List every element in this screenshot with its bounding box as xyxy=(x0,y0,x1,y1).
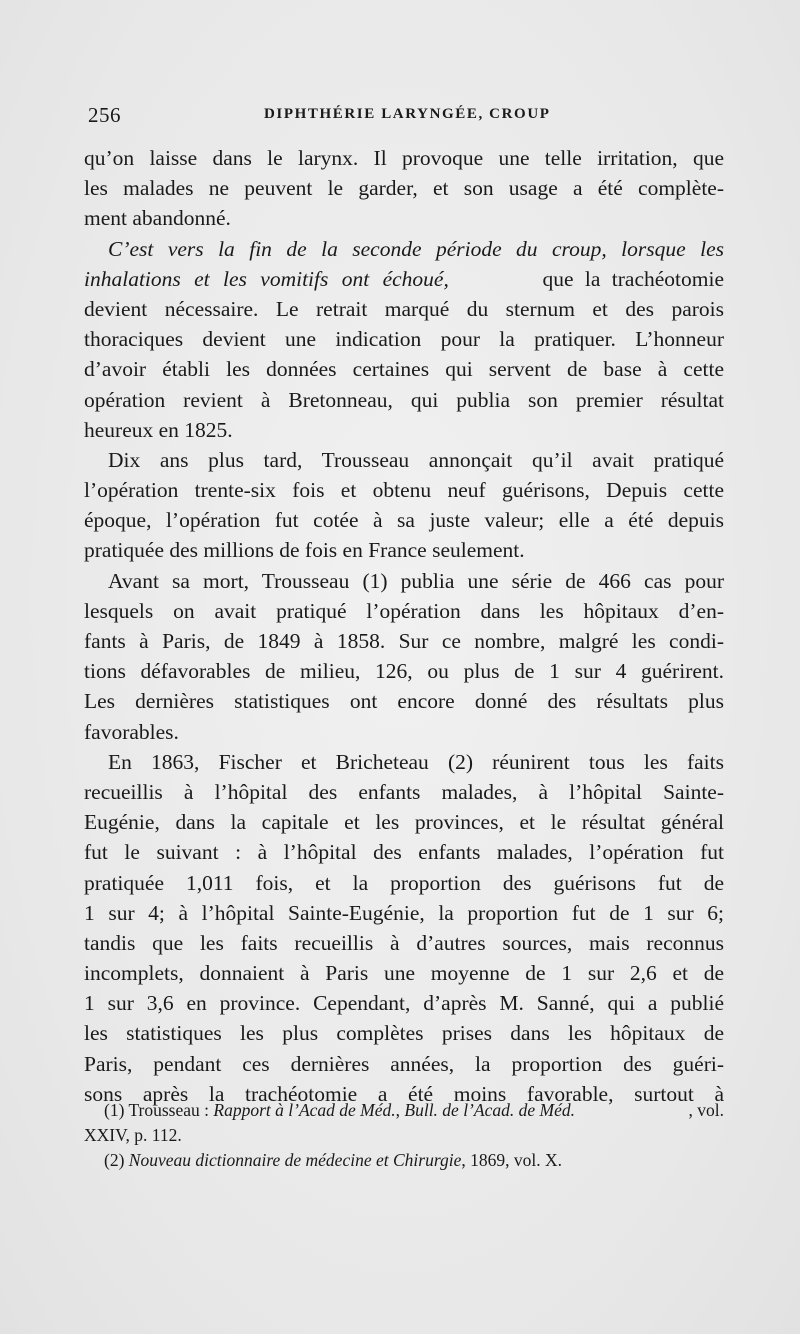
text-line: tions défavorables de milieu, 126, ou plus de 1 sur 4 guérirent. xyxy=(84,659,724,684)
running-title: DIPHTHÉRIE LARYNGÉE, CROUP xyxy=(264,106,551,122)
text-line: pratiquée des millions de fois en France seulement. xyxy=(84,538,525,563)
footnote-2 xyxy=(84,1148,724,1173)
footnote-1-sep: , xyxy=(395,1100,405,1120)
text-line: Dix ans plus tard, Trousseau annonçait qu’il avait pratiqué xyxy=(108,447,724,472)
footnote-1 xyxy=(84,1098,724,1123)
text-line: thoraciques devient une indication pour la pratiquer. L’honneur xyxy=(84,327,724,352)
text-line: 1 sur 4; à l’hôpital Sainte-Eugénie, la proportion fut de 1 sur 6; xyxy=(84,900,724,925)
page-number: 256 xyxy=(88,103,121,127)
text-line: Paris, pendant ces dernières années, la proportion des guéri- xyxy=(84,1051,724,1076)
text-line: opération revient à Bretonneau, qui publia son premier résultat xyxy=(84,387,724,412)
text-line: heureux en 1825. xyxy=(84,417,233,442)
footnote-2-italic: Nouveau dictionnaire de médecine et Chirurgie xyxy=(128,1150,462,1170)
text-line: Avant sa mort, Trousseau (1) publia une série de 466 cas pour xyxy=(108,568,724,593)
text-run: que la trachéotomie xyxy=(542,266,724,291)
text-line: lesquels on avait pratiqué l’opération dans les hôpitaux d’en- xyxy=(84,598,724,623)
text-line: sons après la trachéotomie a été moins favorable, surtout à xyxy=(84,1081,724,1106)
text-line: fut le suivant : à l’hôpital des enfants malades, l’opération fut xyxy=(84,840,724,865)
text-line: favorables. xyxy=(84,719,179,744)
text-line: fants à Paris, de 1849 à 1858. Sur ce nombre, malgré les condi- xyxy=(84,629,724,653)
text-line: époque, l’opération fut cotée à sa juste valeur; elle a été depuis xyxy=(84,508,724,533)
text-line: les statistiques les plus complètes prises dans les hôpitaux de xyxy=(84,1021,724,1046)
text-line: C’est vers la fin de la seconde période du croup, lorsque les xyxy=(108,236,724,261)
body-text xyxy=(84,143,724,1109)
text-line: ment abandonné. xyxy=(84,206,231,231)
text-line: recueillis à l’hôpital des enfants malades, à l’hôpital Sainte- xyxy=(84,779,724,804)
text-line: incomplets, donnaient à Paris une moyenne de 1 sur 2,6 et de xyxy=(84,961,724,986)
italic-phrase: inhalations et les vomitifs ont échoué, xyxy=(84,266,449,291)
text-line: qu’on laisse dans le larynx. Il provoque une telle irritation, que xyxy=(84,146,724,170)
footnote-1-italic-2: Bull. de l’Acad. de Méd. xyxy=(404,1100,575,1120)
text-line: les malades ne peuvent le garder, et son usage a été complète- xyxy=(84,176,724,201)
footnote-2-prefix: (2) xyxy=(104,1150,129,1170)
text-line: Les dernières statistiques ont encore donné des résultats plus xyxy=(84,689,724,714)
text-line: devient nécessaire. Le retrait marqué du sternum et des parois xyxy=(84,296,724,321)
footnote-2-suffix: , 1869, vol. X. xyxy=(461,1150,562,1170)
text-line: pratiquée 1,011 fois, et la proportion des guérisons fut de xyxy=(84,870,724,895)
footnote-1-suffix: , vol. xyxy=(688,1100,724,1120)
running-head xyxy=(88,103,720,133)
text-line-mixed xyxy=(84,264,724,294)
footnote-1-text xyxy=(104,1098,575,1123)
text-line: 1 sur 3,6 en province. Cependant, d’après M. Sanné, qui a publié xyxy=(84,991,724,1016)
text-line: En 1863, Fischer et Bricheteau (2) réunirent tous les faits xyxy=(108,749,724,774)
text-line: Eugénie, dans la capitale et les provinces, et le résultat général xyxy=(84,810,724,835)
text-line: d’avoir établi les données certaines qui servent de base à cette xyxy=(84,357,724,382)
footnote-1-continued: XXIV, p. 112. xyxy=(84,1125,182,1145)
footnote-1-prefix: (1) Trousseau : xyxy=(104,1100,214,1120)
footnote-1-italic-1: Rapport à l’Acad de Méd. xyxy=(213,1100,396,1120)
footnotes xyxy=(84,1098,724,1173)
text-line: l’opération trente-six fois et obtenu neuf guérisons, Depuis cette xyxy=(84,478,724,503)
text-line: tandis que les faits recueillis à d’autres sources, mais reconnus xyxy=(84,930,724,955)
